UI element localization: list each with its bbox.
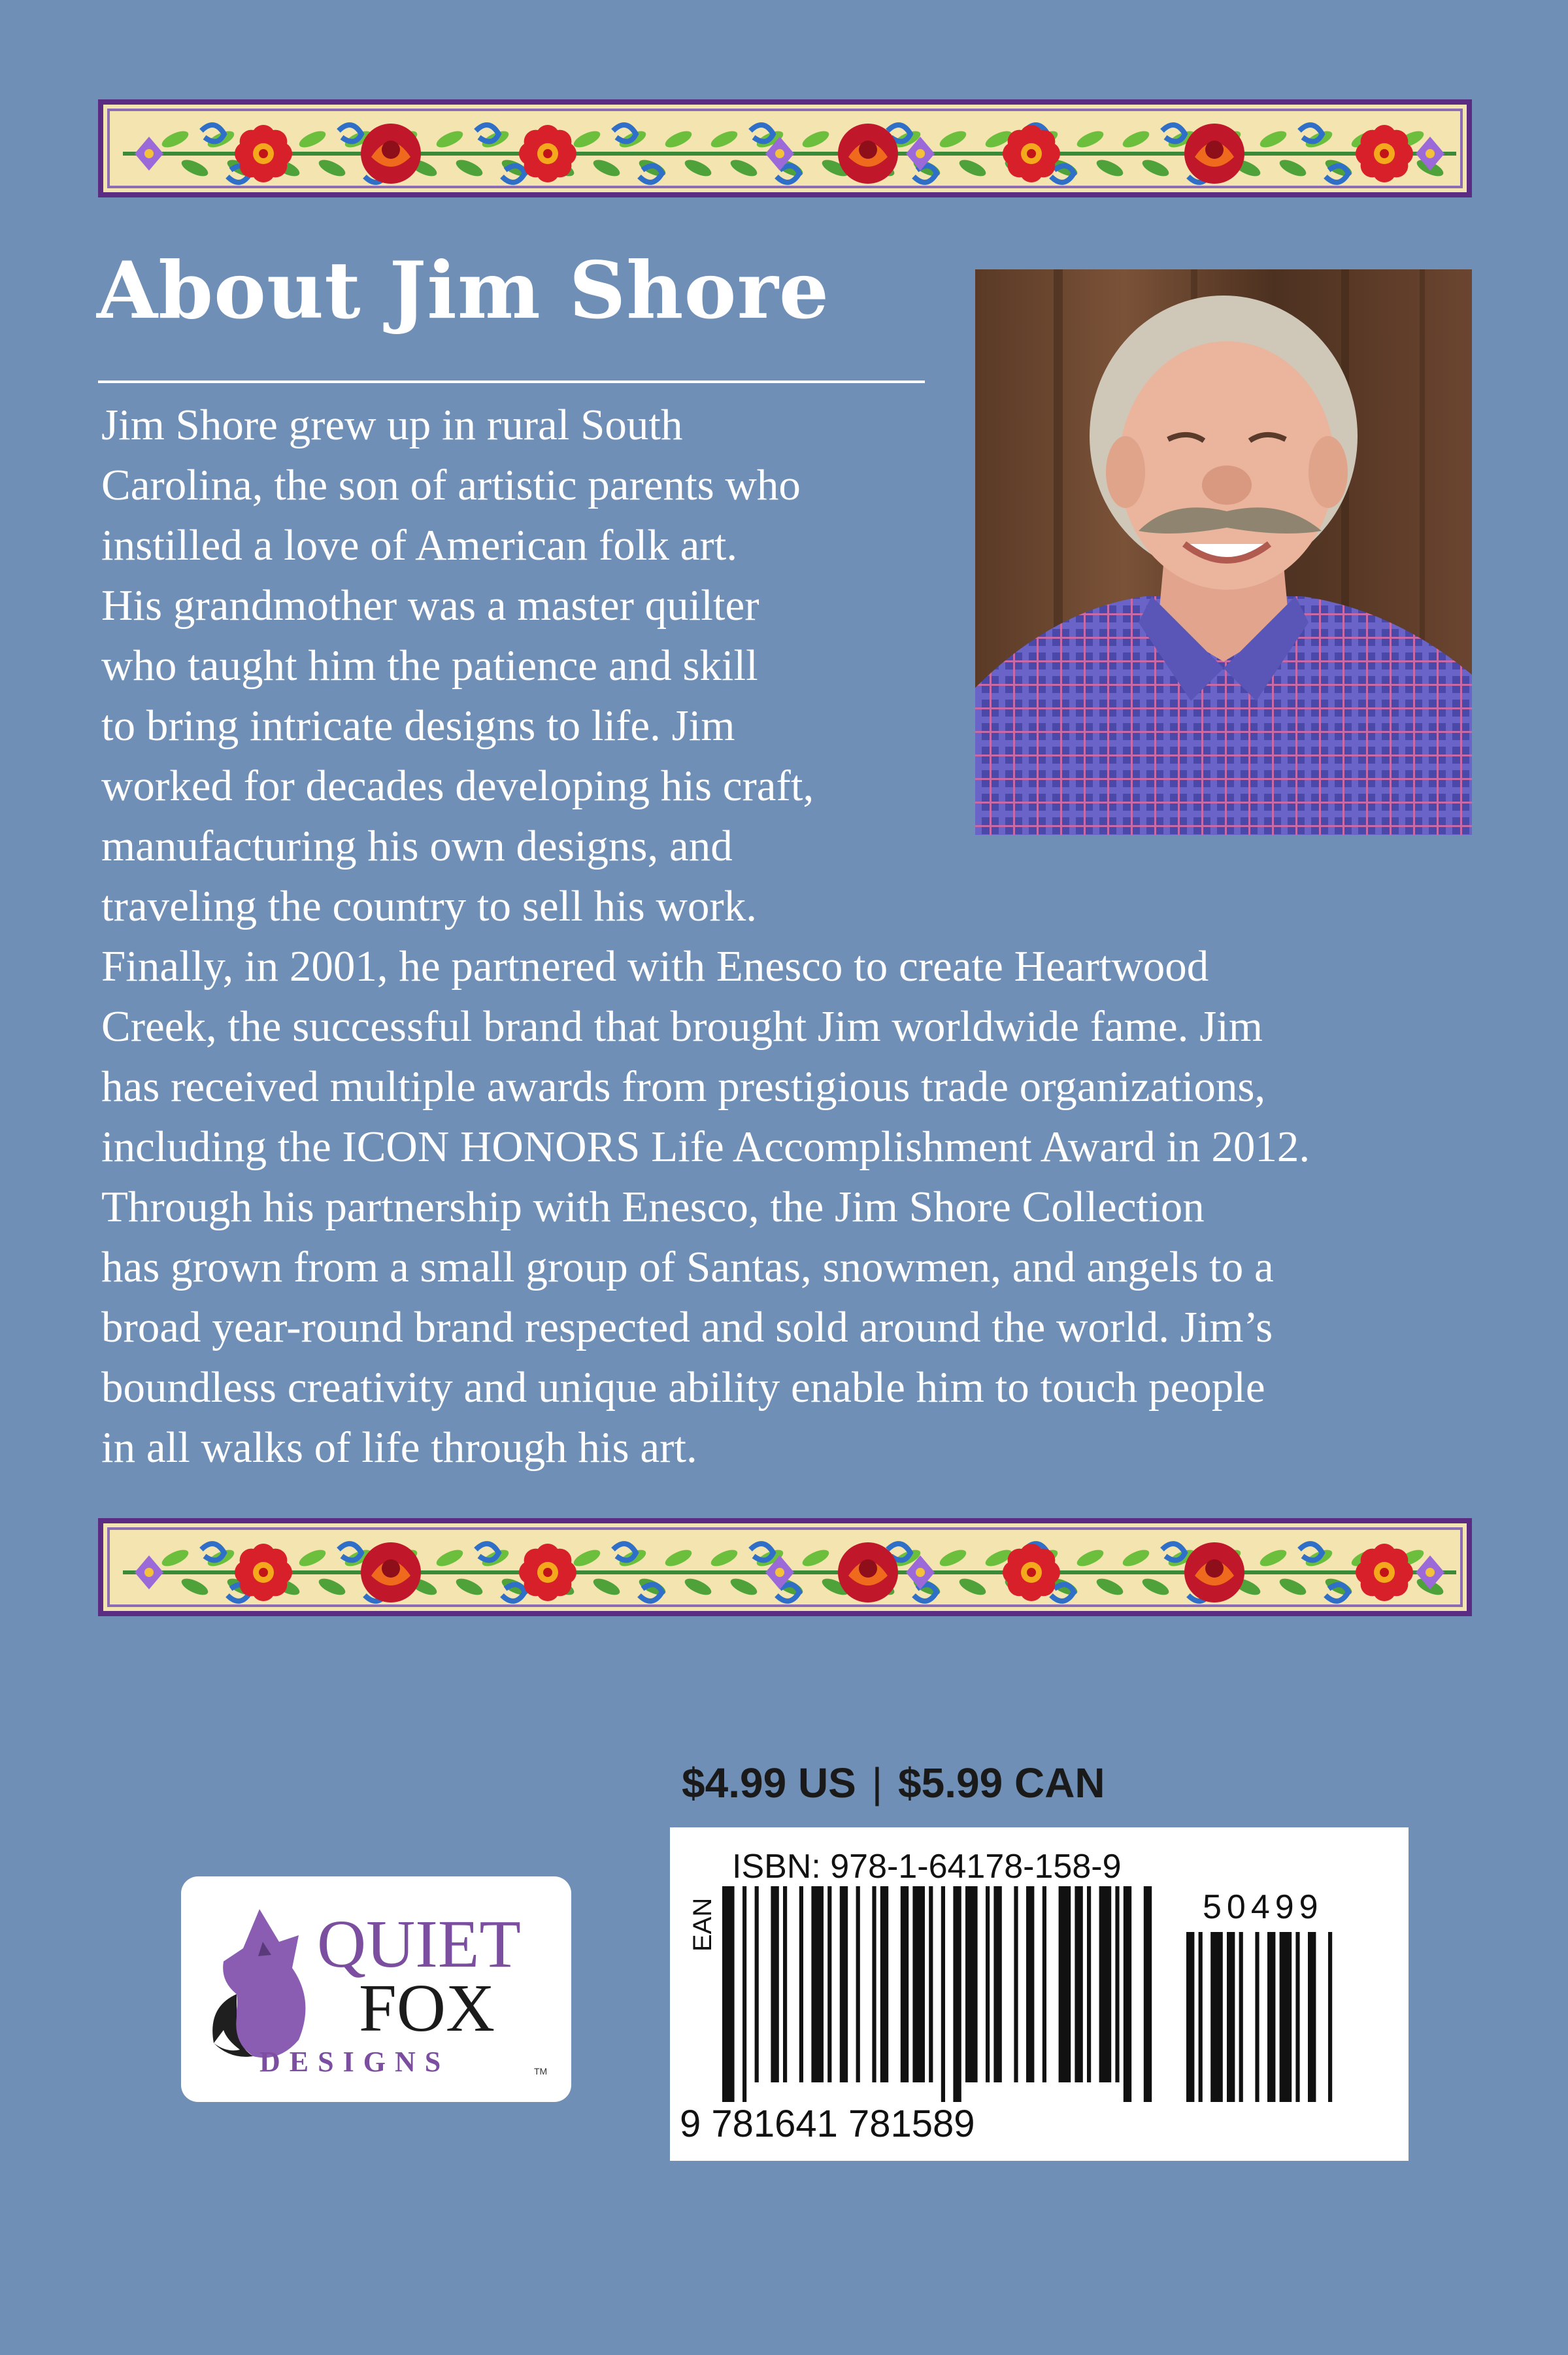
- barcode-digits: 9 781641 781589: [680, 2103, 975, 2145]
- barcode-bar: [722, 1886, 735, 2102]
- barcode-bar: [811, 1886, 824, 2082]
- bio-line: Carolina, the son of artistic parents who: [101, 461, 801, 509]
- barcode-addon-bar: [1295, 1932, 1299, 2102]
- author-photo: [975, 269, 1472, 835]
- barcode-bar: [856, 1886, 860, 2082]
- barcode-addon-bar: [1186, 1932, 1194, 2102]
- bio-line: Through his partnership with Enesco, the Jim Shore Collection: [101, 1183, 1205, 1231]
- ean-label: EAN: [688, 1897, 717, 1952]
- barcode-addon-bar: [1308, 1932, 1316, 2102]
- barcode-bar: [783, 1886, 787, 2082]
- price-separator: |: [871, 1759, 883, 1806]
- folk-floral-border-icon: [103, 105, 1472, 197]
- barcode-bar: [1059, 1886, 1071, 2082]
- bio-line: boundless creativity and unique ability enable him to touch people: [101, 1363, 1265, 1412]
- barcode-bar: [827, 1886, 831, 2082]
- price-us: $4.99 US: [682, 1759, 856, 1806]
- barcode-bar: [755, 1886, 759, 2082]
- price-line: [682, 1759, 1105, 1807]
- bio-line: manufacturing his own designs, and: [101, 822, 733, 870]
- barcode-bar: [1115, 1886, 1119, 2082]
- barcode-addon-bar: [1210, 1932, 1223, 2102]
- barcode-bar: [953, 1886, 961, 2102]
- barcode-bar: [993, 1886, 1001, 2082]
- bio-line: worked for decades developing his craft,: [101, 762, 814, 810]
- publisher-name-line2: FOX: [359, 1971, 495, 2046]
- barcode-bar: [1124, 1886, 1131, 2102]
- barcode-bar: [742, 1886, 746, 2102]
- barcode-bar: [840, 1886, 848, 2082]
- bio-line: broad year-round brand respected and sold around the world. Jim’s: [101, 1303, 1273, 1351]
- publisher-name-line3: DESIGNS: [259, 2046, 450, 2078]
- title-divider: [98, 381, 925, 383]
- bottom-floral-border: [98, 1518, 1472, 1616]
- barcode-bar: [901, 1886, 909, 2082]
- barcode-bar: [1043, 1886, 1046, 2082]
- bio-line: His grandmother was a master quilter: [101, 581, 759, 630]
- bio-line: traveling the country to sell his work.: [101, 882, 757, 930]
- barcode-bar: [941, 1886, 945, 2102]
- folk-floral-border-icon: [103, 1523, 1472, 1616]
- bio-line: including the ICON HONORS Life Accomplishment Award in 2012.: [101, 1123, 1310, 1171]
- about-title: About Jim Shore: [97, 245, 830, 337]
- barcode-addon-bar: [1328, 1932, 1332, 2102]
- trademark-mark: TM: [534, 2066, 548, 2076]
- bio-line: in all walks of life through his art.: [101, 1423, 697, 1472]
- barcode-addon-bar: [1199, 1932, 1203, 2102]
- barcode-addon-bar: [1239, 1932, 1243, 2102]
- barcode-addon-number: 50499: [1203, 1888, 1324, 1926]
- barcode-bar: [1014, 1886, 1018, 2082]
- bio-line: Finally, in 2001, he partnered with Enesco to create Heartwood: [101, 942, 1209, 991]
- barcode-bar: [1099, 1886, 1112, 2082]
- publisher-logo: [181, 1876, 571, 2102]
- bio-line: Jim Shore grew up in rural South: [101, 401, 683, 449]
- barcode-bar: [1144, 1886, 1152, 2102]
- isbn-number: ISBN: 978-1-64178-158-9: [732, 1848, 1122, 1886]
- barcode-addon-bar: [1267, 1932, 1275, 2102]
- bio-line: who taught him the patience and skill: [101, 641, 758, 690]
- barcode-bar: [1087, 1886, 1091, 2082]
- barcode-addon-bar: [1255, 1932, 1259, 2102]
- bio-line: has grown from a small group of Santas, snowmen, and angels to a: [101, 1243, 1274, 1291]
- bio-line: to bring intricate designs to life. Jim: [101, 702, 735, 750]
- top-floral-border: [98, 99, 1472, 197]
- bio-line: Creek, the successful brand that brought Jim worldwide fame. Jim: [101, 1002, 1263, 1051]
- barcode-bar: [799, 1886, 803, 2082]
- isbn-barcode: [670, 1827, 1409, 2161]
- barcode-bar: [965, 1886, 978, 2082]
- barcode-bar: [872, 1886, 876, 2082]
- barcode-addon-bar: [1227, 1932, 1235, 2102]
- barcode-bar: [1075, 1886, 1082, 2082]
- barcode-bar: [912, 1886, 925, 2082]
- fox-icon: [201, 1903, 318, 2066]
- barcode-bar: [986, 1886, 990, 2082]
- barcode-bar: [771, 1886, 778, 2082]
- bio-line: instilled a love of American folk art.: [101, 521, 738, 569]
- barcode-bar: [929, 1886, 933, 2082]
- price-can: $5.99 CAN: [898, 1759, 1105, 1806]
- bio-line: has received multiple awards from prestigious trade organizations,: [101, 1062, 1266, 1111]
- barcode-bar: [880, 1886, 888, 2082]
- publisher-name-line1: QUIET: [317, 1906, 521, 1982]
- barcode-bar: [1026, 1886, 1034, 2082]
- barcode-addon-bar: [1280, 1932, 1292, 2102]
